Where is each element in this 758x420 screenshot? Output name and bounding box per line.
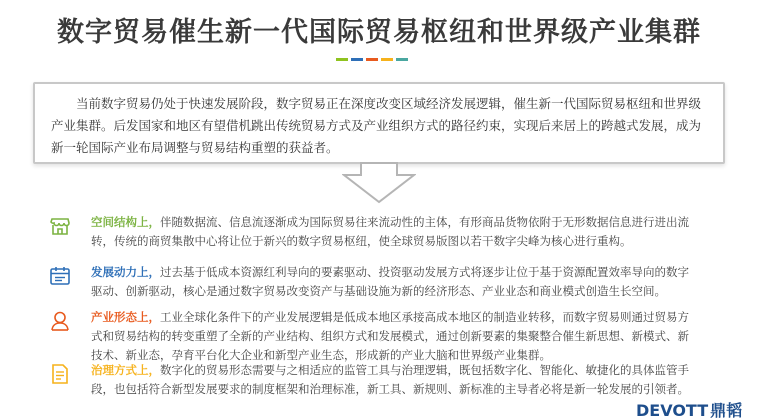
item-body: 过去基于低成本资源红利导向的要素驱动、投资驱动发展方式将逐步让位于基于资源配置效率导向的数字驱动、创新驱动，核心是通过数字贸易改变资产与基础设施为新的经济形态、产业业态和商业模式创造生长空间。: [91, 265, 689, 298]
divider-dash: [366, 58, 378, 61]
store-icon: [49, 215, 71, 237]
divider-dash: [336, 58, 348, 61]
item-text: [91, 361, 691, 399]
logo-cjk: 鼎韬: [710, 401, 743, 420]
intro-box: 当前数字贸易仍处于快速发展阶段，数字贸易正在深度改变区域经济发展逻辑，催生新一代国际贸易枢纽和世界级产业集群。后发国家和地区有望借机跳出传统贸易方式及产业组织方式的路径约束，实现后来居上的跨越式发展，成为新一轮国际产业布局调整与贸易结构重塑的获益者。: [33, 82, 725, 164]
item-heading: 产业形态上，: [91, 310, 160, 324]
item-text: [91, 263, 691, 301]
document-icon: [49, 363, 71, 385]
item-text: [91, 308, 691, 365]
person-icon: [49, 310, 71, 332]
page-title: 数字贸易催生新一代国际贸易枢纽和世界级产业集群: [57, 17, 701, 48]
item-text: [91, 213, 691, 251]
item-heading: 治理方式上，: [91, 363, 160, 377]
divider-dash: [381, 58, 393, 61]
item-heading: 发展动力上，: [91, 265, 160, 279]
devott-logo: [636, 398, 743, 420]
title-divider: [336, 58, 408, 61]
down-arrow-icon: [342, 162, 416, 204]
item-heading: 空间结构上，: [91, 215, 160, 229]
item-body: 数字化的贸易形态需要与之相适应的监管工具与治理逻辑，既包括数字化、智能化、敏捷化的具体监管手段，也包括符合新型发展要求的制度框架和治理标准，新工具、新规则、新标准的主导者必将是新一轮发展的引领者。: [91, 363, 689, 396]
logo-latin: DEVOTT: [636, 401, 709, 420]
item-body: 工业全球化条件下的产业发展逻辑是低成本地区承接高成本地区的制造业转移，而数字贸易则通过贸易方式和贸易结构的转变重塑了全新的产业结构、组织方式和发展模式，通过创新要素的集聚整合催生新思想、新模式、新技术、新业态，孕育平台化大企业和新型产业生态，形成新的产业大脑和世界级产业集群。: [91, 310, 689, 362]
divider-dash: [396, 58, 408, 61]
calendar-icon: [49, 265, 71, 287]
divider-dash: [351, 58, 363, 61]
item-body: 伴随数据流、信息流逐渐成为国际贸易往来流动性的主体，有形商品货物依附于无形数据信息进行进出流转，传统的商贸集散中心将让位于新兴的数字贸易枢纽，使全球贸易版图以若干数字尖峰为核心进行重构。: [91, 215, 689, 248]
